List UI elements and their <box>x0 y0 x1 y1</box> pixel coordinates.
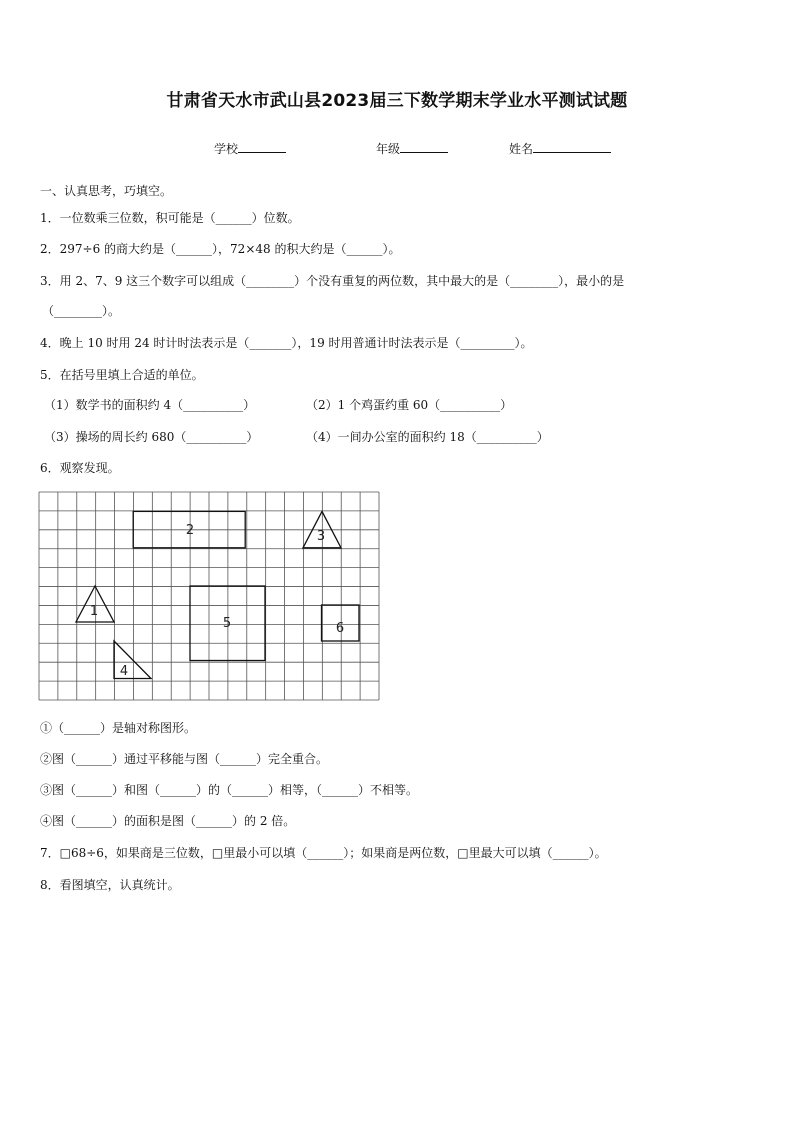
question-3: 3．用 2、7、9 这三个数字可以组成（________）个没有重复的两位数，其中最大的是（________），最小的是 <box>40 274 625 288</box>
shape-5-label: 5 <box>222 616 232 631</box>
question-6-part-3: ③图（______）和图（______）的（______）相等，（______）不相等。 <box>40 783 419 797</box>
question-8: 8．看图填空，认真统计。 <box>40 878 180 892</box>
question-5-item-2: （2）1 个鸡蛋约重 60（__________） <box>306 398 513 412</box>
question-6-part-4: ④图（______）的面积是图（______）的 2 倍。 <box>40 814 296 828</box>
shape-1-label: 1 <box>89 604 99 619</box>
name-blank[interactable] <box>533 140 611 153</box>
school-label: 学校 <box>214 142 239 156</box>
shape-6-label: 6 <box>335 621 345 636</box>
school-blank[interactable] <box>238 140 286 153</box>
name-label: 姓名 <box>509 142 534 156</box>
question-4: 4．晚上 10 时用 24 时计时法表示是（_______），19 时用普通计时法表示是（_________）。 <box>40 336 533 350</box>
grade-field <box>376 140 448 157</box>
question-6-part-2: ②图（______）通过平移能与图（______）完全重合。 <box>40 752 329 766</box>
question-5: 5．在括号里填上合适的单位。 <box>40 368 204 382</box>
question-7: 7．□68÷6，如果商是三位数，□里最小可以填（______）；如果商是两位数，□里最大可以填（______）。 <box>40 846 607 860</box>
question-3-continued: （________）。 <box>42 304 121 318</box>
grade-label: 年级 <box>376 142 401 156</box>
question-6-part-1: ①（______）是轴对称图形。 <box>40 721 197 735</box>
question-6: 6．观察发现。 <box>40 461 120 475</box>
page-title: 甘肃省天水市武山县2023届三下数学期末学业水平测试试题 <box>166 91 628 111</box>
school-field <box>214 140 286 157</box>
question-5-item-1: （1）数学书的面积约 4（__________） <box>44 398 256 412</box>
name-field <box>509 140 611 157</box>
question-2: 2．297÷6 的商大约是（______），72×48 的积大约是（______）。 <box>40 242 401 256</box>
question-5-item-3: （3）操场的周长约 680（__________） <box>44 430 259 444</box>
question-1: 1．一位数乘三位数，积可能是（______）位数。 <box>40 211 300 225</box>
shape-3-label: 3 <box>316 529 326 544</box>
grade-blank[interactable] <box>400 140 448 153</box>
shape-4-label: 4 <box>119 664 129 679</box>
shape-grid <box>38 491 382 705</box>
question-5-item-4: （4）一间办公室的面积约 18（__________） <box>306 430 549 444</box>
section-heading: 一、认真思考，巧填空。 <box>40 184 173 198</box>
shape-2-label: 2 <box>185 523 195 538</box>
grid-figure <box>38 491 382 701</box>
